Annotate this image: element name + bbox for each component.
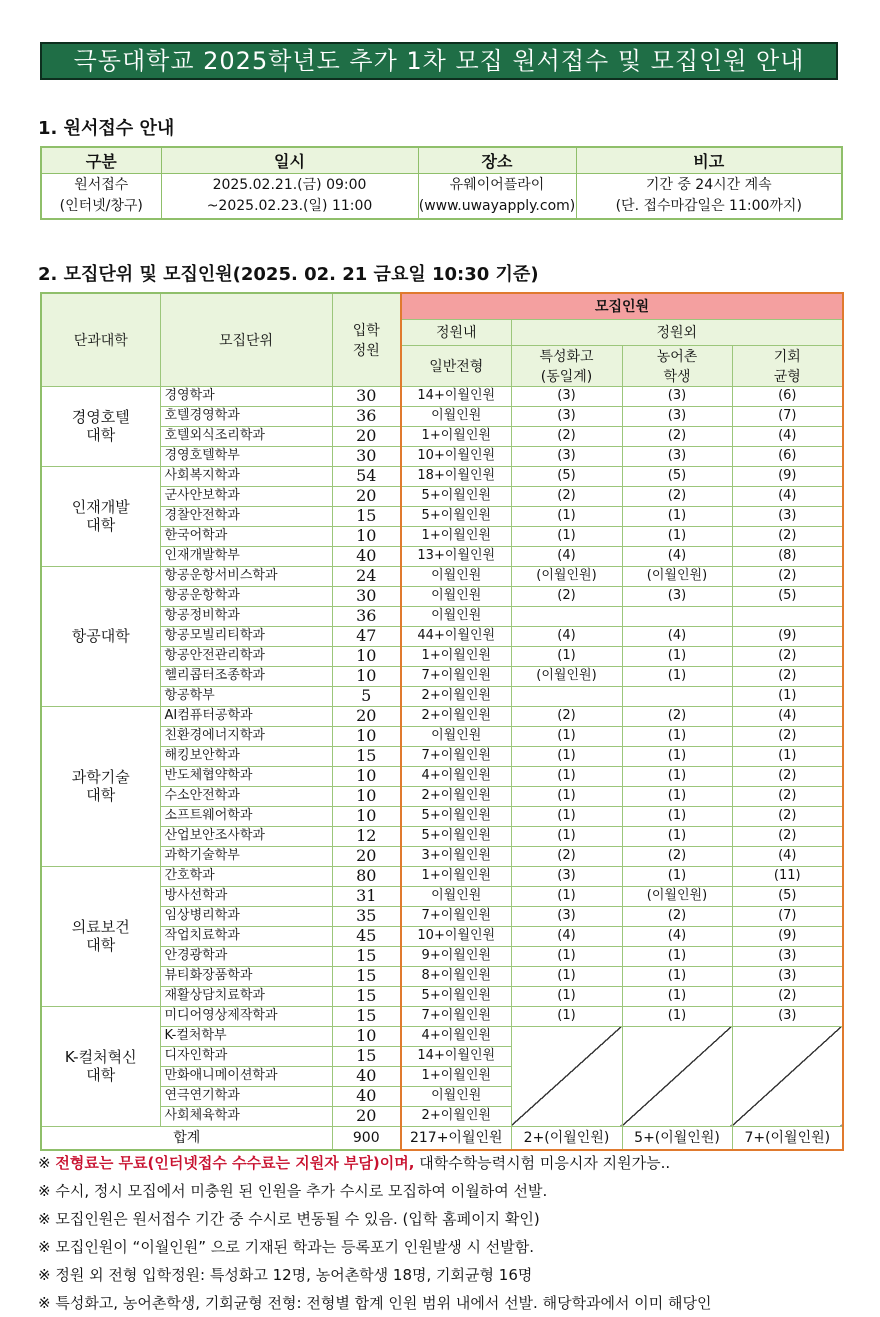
- equal-value: (2): [732, 726, 843, 746]
- equal-value: (4): [732, 426, 843, 446]
- unit-name: 미디어영상제작학과: [160, 1006, 332, 1026]
- quota-value: 15: [332, 946, 401, 966]
- general-value: 1+이월인원: [401, 526, 511, 546]
- total-equal: 7+(이월인원): [732, 1126, 843, 1150]
- table-row: [41, 426, 843, 446]
- quota-value: 54: [332, 466, 401, 486]
- table-row: [41, 906, 843, 926]
- rural-value: (1): [622, 986, 732, 1006]
- special-value: (3): [511, 406, 622, 426]
- unit-name: 소프트웨어학과: [160, 806, 332, 826]
- quota-value: 10: [332, 806, 401, 826]
- college-name: 의료보건 대학: [41, 866, 160, 1006]
- section1-heading: 1. 원서접수 안내: [38, 118, 175, 139]
- header-college: 단과대학: [41, 293, 160, 386]
- quota-value: 15: [332, 986, 401, 1006]
- rural-value: [622, 686, 732, 706]
- quota-value: 10: [332, 766, 401, 786]
- equal-value: (2): [732, 826, 843, 846]
- unit-name: 방사선학과: [160, 886, 332, 906]
- header-special: 특성화고 (동일계): [511, 345, 622, 386]
- header-rural: 농어촌 학생: [622, 345, 732, 386]
- rural-value: (1): [622, 726, 732, 746]
- empty-cell: [732, 1026, 843, 1126]
- special-value: (1): [511, 766, 622, 786]
- general-value: 14+이월인원: [401, 386, 511, 406]
- general-value: 10+이월인원: [401, 926, 511, 946]
- table-row: [41, 826, 843, 846]
- special-value: (1): [511, 1006, 622, 1026]
- general-value: 3+이월인원: [401, 846, 511, 866]
- table-row: [41, 646, 843, 666]
- general-value: 이월인원: [401, 726, 511, 746]
- quota-value: 20: [332, 846, 401, 866]
- unit-name: 군사안보학과: [160, 486, 332, 506]
- special-value: (1): [511, 786, 622, 806]
- unit-name: 경영학과: [160, 386, 332, 406]
- rural-value: (4): [622, 926, 732, 946]
- special-value: (1): [511, 526, 622, 546]
- note-5: ※ 정원 외 전형 입학정원: 특성화고 12명, 농어촌학생 18명, 기회균형 16명: [38, 1266, 533, 1284]
- general-value: 9+이월인원: [401, 946, 511, 966]
- general-value: 44+이월인원: [401, 626, 511, 646]
- table-row: [41, 786, 843, 806]
- cell-place: 유웨이어플라이 (www.uwayapply.com): [418, 174, 576, 220]
- rural-value: (1): [622, 646, 732, 666]
- unit-name: 인재개발학부: [160, 546, 332, 566]
- quota-value: 15: [332, 966, 401, 986]
- quota-value: 24: [332, 566, 401, 586]
- general-value: 5+이월인원: [401, 506, 511, 526]
- quota-value: 36: [332, 406, 401, 426]
- unit-name: 디자인학과: [160, 1046, 332, 1066]
- equal-value: (5): [732, 586, 843, 606]
- rural-value: (이월인원): [622, 566, 732, 586]
- quota-value: 47: [332, 626, 401, 646]
- unit-name: 간호학과: [160, 866, 332, 886]
- quota-value: 20: [332, 486, 401, 506]
- table-row: [41, 706, 843, 726]
- total-quota: 900: [332, 1126, 401, 1150]
- unit-name: 재활상담치료학과: [160, 986, 332, 1006]
- total-row: [41, 1126, 843, 1150]
- unit-name: 반도체협약학과: [160, 766, 332, 786]
- unit-name: 항공학부: [160, 686, 332, 706]
- equal-value: (2): [732, 666, 843, 686]
- special-value: (3): [511, 446, 622, 466]
- special-value: (2): [511, 586, 622, 606]
- unit-name: 항공모빌리티학과: [160, 626, 332, 646]
- rural-value: (2): [622, 426, 732, 446]
- empty-cell: [622, 1026, 732, 1126]
- general-value: 이월인원: [401, 606, 511, 626]
- header-type: 구분: [41, 147, 161, 174]
- rural-value: (1): [622, 506, 732, 526]
- note-4: ※ 모집인원이 “이월인원” 으로 기재된 학과는 등록포기 인원발생 시 선발함.: [38, 1238, 535, 1256]
- total-general: 217+이월인원: [401, 1126, 511, 1150]
- special-value: (1): [511, 946, 622, 966]
- table-row: [41, 406, 843, 426]
- table-row: [41, 566, 843, 586]
- table-row: [41, 846, 843, 866]
- total-rural: 5+(이월인원): [622, 1126, 732, 1150]
- table-row: [41, 946, 843, 966]
- equal-value: (2): [732, 786, 843, 806]
- unit-name: 만화애니메이션학과: [160, 1066, 332, 1086]
- note-1: ※ 전형료는 무료(인터넷접수 수수료는 지원자 부담)이며, 대학수학능력시험 미응시자 지원가능..: [38, 1154, 671, 1172]
- quota-value: 36: [332, 606, 401, 626]
- special-value: (2): [511, 426, 622, 446]
- table-row: [41, 466, 843, 486]
- rural-value: (3): [622, 406, 732, 426]
- rural-value: (2): [622, 906, 732, 926]
- quota-value: 15: [332, 1046, 401, 1066]
- general-value: 4+이월인원: [401, 1026, 511, 1046]
- unit-name: 작업치료학과: [160, 926, 332, 946]
- rural-value: [622, 606, 732, 626]
- table-row: [41, 486, 843, 506]
- special-value: (4): [511, 926, 622, 946]
- quota-value: 15: [332, 506, 401, 526]
- unit-name: 사회체육학과: [160, 1106, 332, 1126]
- rural-value: (1): [622, 1006, 732, 1026]
- rural-value: (1): [622, 526, 732, 546]
- equal-value: (7): [732, 406, 843, 426]
- general-value: 8+이월인원: [401, 966, 511, 986]
- equal-value: (2): [732, 766, 843, 786]
- total-label: 합계: [41, 1126, 332, 1150]
- note-3: ※ 모집인원은 원서접수 기간 중 수시로 변동될 수 있음. (입학 홈페이지 확인): [38, 1210, 540, 1228]
- equal-value: (3): [732, 966, 843, 986]
- special-value: (3): [511, 906, 622, 926]
- college-name: K-컬처혁신 대학: [41, 1006, 160, 1126]
- equal-value: (6): [732, 446, 843, 466]
- table-row: [41, 926, 843, 946]
- table-row: [41, 446, 843, 466]
- quota-value: 30: [332, 386, 401, 406]
- notes: [38, 1149, 858, 1317]
- general-value: 이월인원: [401, 886, 511, 906]
- equal-value: (3): [732, 946, 843, 966]
- equal-value: [732, 606, 843, 626]
- general-value: 1+이월인원: [401, 1066, 511, 1086]
- equal-value: (4): [732, 486, 843, 506]
- table-row: [41, 626, 843, 646]
- general-value: 1+이월인원: [401, 646, 511, 666]
- general-value: 2+이월인원: [401, 786, 511, 806]
- equal-value: (2): [732, 646, 843, 666]
- general-value: 10+이월인원: [401, 446, 511, 466]
- rural-value: (이월인원): [622, 886, 732, 906]
- general-value: 2+이월인원: [401, 706, 511, 726]
- unit-name: K-컬처학부: [160, 1026, 332, 1046]
- general-value: 5+이월인원: [401, 986, 511, 1006]
- unit-name: 연극연기학과: [160, 1086, 332, 1106]
- empty-cell: [511, 1026, 622, 1126]
- rural-value: (1): [622, 666, 732, 686]
- special-value: (2): [511, 706, 622, 726]
- general-value: 이월인원: [401, 566, 511, 586]
- table-row: [41, 866, 843, 886]
- header-unit: 모집단위: [160, 293, 332, 386]
- rural-value: (2): [622, 706, 732, 726]
- unit-name: 항공안전관리학과: [160, 646, 332, 666]
- general-value: 14+이월인원: [401, 1046, 511, 1066]
- rural-value: (4): [622, 626, 732, 646]
- equal-value: (4): [732, 706, 843, 726]
- quota-value: 20: [332, 706, 401, 726]
- equal-value: (6): [732, 386, 843, 406]
- header-date: 일시: [161, 147, 418, 174]
- college-name: 인재개발 대학: [41, 466, 160, 566]
- header-general: 일반전형: [401, 345, 511, 386]
- special-value: [511, 686, 622, 706]
- rural-value: (1): [622, 826, 732, 846]
- table-row: [41, 766, 843, 786]
- rural-value: (1): [622, 866, 732, 886]
- quota-value: 10: [332, 786, 401, 806]
- rural-value: (2): [622, 846, 732, 866]
- equal-value: (11): [732, 866, 843, 886]
- equal-value: (9): [732, 626, 843, 646]
- table-row: [41, 1026, 843, 1046]
- equal-value: (8): [732, 546, 843, 566]
- quota-value: 40: [332, 1066, 401, 1086]
- header-quota: 입학 정원: [332, 293, 401, 386]
- special-value: (1): [511, 986, 622, 1006]
- general-value: 7+이월인원: [401, 666, 511, 686]
- rural-value: (5): [622, 466, 732, 486]
- table-row: [41, 386, 843, 406]
- unit-name: 항공운항학과: [160, 586, 332, 606]
- general-value: 이월인원: [401, 406, 511, 426]
- special-value: (5): [511, 466, 622, 486]
- quota-value: 5: [332, 686, 401, 706]
- unit-name: 친환경에너지학과: [160, 726, 332, 746]
- rural-value: (3): [622, 386, 732, 406]
- unit-name: 한국어학과: [160, 526, 332, 546]
- equal-value: (2): [732, 526, 843, 546]
- header-recruit: 모집인원: [401, 293, 843, 319]
- page-title: 극동대학교 2025학년도 추가 1차 모집 원서접수 및 모집인원 안내: [40, 42, 838, 80]
- rural-value: (1): [622, 746, 732, 766]
- equal-value: (1): [732, 746, 843, 766]
- rural-value: (2): [622, 486, 732, 506]
- general-value: 7+이월인원: [401, 746, 511, 766]
- equal-value: (7): [732, 906, 843, 926]
- quota-value: 15: [332, 746, 401, 766]
- quota-value: 10: [332, 526, 401, 546]
- header-note: 비고: [576, 147, 842, 174]
- special-value: (1): [511, 966, 622, 986]
- unit-name: 해킹보안학과: [160, 746, 332, 766]
- quota-value: 40: [332, 546, 401, 566]
- table-row: [41, 666, 843, 686]
- special-value: (1): [511, 746, 622, 766]
- special-value: (이월인원): [511, 666, 622, 686]
- special-value: (2): [511, 846, 622, 866]
- general-value: 2+이월인원: [401, 1106, 511, 1126]
- special-value: (1): [511, 806, 622, 826]
- cell-date: 2025.02.21.(금) 09:00 ~2025.02.23.(일) 11:00: [161, 174, 418, 220]
- general-value: 4+이월인원: [401, 766, 511, 786]
- rural-value: (1): [622, 966, 732, 986]
- unit-name: 수소안전학과: [160, 786, 332, 806]
- unit-name: 호텔경영학과: [160, 406, 332, 426]
- table-row: [41, 886, 843, 906]
- special-value: (3): [511, 386, 622, 406]
- table-row: [41, 606, 843, 626]
- special-value: (1): [511, 506, 622, 526]
- table-row: [41, 746, 843, 766]
- equal-value: (2): [732, 806, 843, 826]
- note-2: ※ 수시, 정시 모집에서 미충원 된 인원을 추가 수시로 모집하여 이월하여 선발.: [38, 1182, 548, 1200]
- equal-value: (9): [732, 466, 843, 486]
- application-table: [40, 146, 843, 220]
- unit-name: 항공정비학과: [160, 606, 332, 626]
- equal-value: (2): [732, 566, 843, 586]
- general-value: 18+이월인원: [401, 466, 511, 486]
- table-row: [41, 966, 843, 986]
- note-6: ※ 특성화고, 농어촌학생, 기회균형 전형: 전형별 합계 인원 범위 내에서 선발. 해당학과에서 이미 해당인: [38, 1294, 712, 1312]
- special-value: (1): [511, 726, 622, 746]
- table-row: [41, 586, 843, 606]
- table-row: [41, 806, 843, 826]
- table-row: [41, 726, 843, 746]
- general-value: 이월인원: [401, 1086, 511, 1106]
- header-place: 장소: [418, 147, 576, 174]
- unit-name: 사회복지학과: [160, 466, 332, 486]
- general-value: 5+이월인원: [401, 486, 511, 506]
- college-name: 과학기술 대학: [41, 706, 160, 866]
- quota-value: 10: [332, 666, 401, 686]
- quota-value: 10: [332, 646, 401, 666]
- equal-value: (3): [732, 506, 843, 526]
- equal-value: (5): [732, 886, 843, 906]
- table-row: [41, 986, 843, 1006]
- rural-value: (3): [622, 586, 732, 606]
- rural-value: (1): [622, 806, 732, 826]
- quota-value: 45: [332, 926, 401, 946]
- college-name: 항공대학: [41, 566, 160, 706]
- header-equal: 기회 균형: [732, 345, 843, 386]
- quota-value: 35: [332, 906, 401, 926]
- quota-value: 80: [332, 866, 401, 886]
- general-value: 1+이월인원: [401, 426, 511, 446]
- equal-value: (1): [732, 686, 843, 706]
- quota-value: 30: [332, 586, 401, 606]
- header-within: 정원내: [401, 319, 511, 345]
- equal-value: (3): [732, 1006, 843, 1026]
- special-value: (1): [511, 826, 622, 846]
- special-value: (4): [511, 546, 622, 566]
- general-value: 1+이월인원: [401, 866, 511, 886]
- quota-value: 31: [332, 886, 401, 906]
- unit-name: 항공운항서비스학과: [160, 566, 332, 586]
- quota-value: 10: [332, 1026, 401, 1046]
- header-outside: 정원외: [511, 319, 843, 345]
- general-value: 5+이월인원: [401, 826, 511, 846]
- special-value: (4): [511, 626, 622, 646]
- unit-name: AI컴퓨터공학과: [160, 706, 332, 726]
- cell-note: 기간 중 24시간 계속 (단. 접수마감일은 11:00까지): [576, 174, 842, 220]
- quota-value: 20: [332, 426, 401, 446]
- special-value: (이월인원): [511, 566, 622, 586]
- equal-value: (4): [732, 846, 843, 866]
- quota-value: 10: [332, 726, 401, 746]
- total-special: 2+(이월인원): [511, 1126, 622, 1150]
- table-row: [41, 546, 843, 566]
- equal-value: (9): [732, 926, 843, 946]
- unit-name: 산업보안조사학과: [160, 826, 332, 846]
- rural-value: (3): [622, 446, 732, 466]
- special-value: (1): [511, 646, 622, 666]
- quota-value: 15: [332, 1006, 401, 1026]
- unit-name: 뷰티화장품학과: [160, 966, 332, 986]
- rural-value: (1): [622, 766, 732, 786]
- equal-value: (2): [732, 986, 843, 1006]
- section2-heading: 2. 모집단위 및 모집인원(2025. 02. 21 금요일 10:30 기준): [38, 264, 539, 285]
- special-value: (3): [511, 866, 622, 886]
- college-name: 경영호텔 대학: [41, 386, 160, 466]
- unit-name: 경영호텔학부: [160, 446, 332, 466]
- cell-type: 원서접수 (인터넷/창구): [41, 174, 161, 220]
- unit-name: 호텔외식조리학과: [160, 426, 332, 446]
- table-row: [41, 686, 843, 706]
- table-row: [41, 506, 843, 526]
- general-value: 이월인원: [401, 586, 511, 606]
- quota-value: 20: [332, 1106, 401, 1126]
- general-value: 2+이월인원: [401, 686, 511, 706]
- rural-value: (4): [622, 546, 732, 566]
- unit-name: 헬리콥터조종학과: [160, 666, 332, 686]
- quota-value: 40: [332, 1086, 401, 1106]
- special-value: (1): [511, 886, 622, 906]
- special-value: (2): [511, 486, 622, 506]
- special-value: [511, 606, 622, 626]
- unit-name: 안경광학과: [160, 946, 332, 966]
- unit-name: 임상병리학과: [160, 906, 332, 926]
- rural-value: (1): [622, 786, 732, 806]
- quota-value: 12: [332, 826, 401, 846]
- rural-value: (1): [622, 946, 732, 966]
- recruitment-table: [40, 292, 844, 1151]
- general-value: 13+이월인원: [401, 546, 511, 566]
- quota-value: 30: [332, 446, 401, 466]
- table-row: [41, 1006, 843, 1026]
- general-value: 7+이월인원: [401, 906, 511, 926]
- unit-name: 과학기술학부: [160, 846, 332, 866]
- unit-name: 경찰안전학과: [160, 506, 332, 526]
- general-value: 7+이월인원: [401, 1006, 511, 1026]
- general-value: 5+이월인원: [401, 806, 511, 826]
- table-row: [41, 526, 843, 546]
